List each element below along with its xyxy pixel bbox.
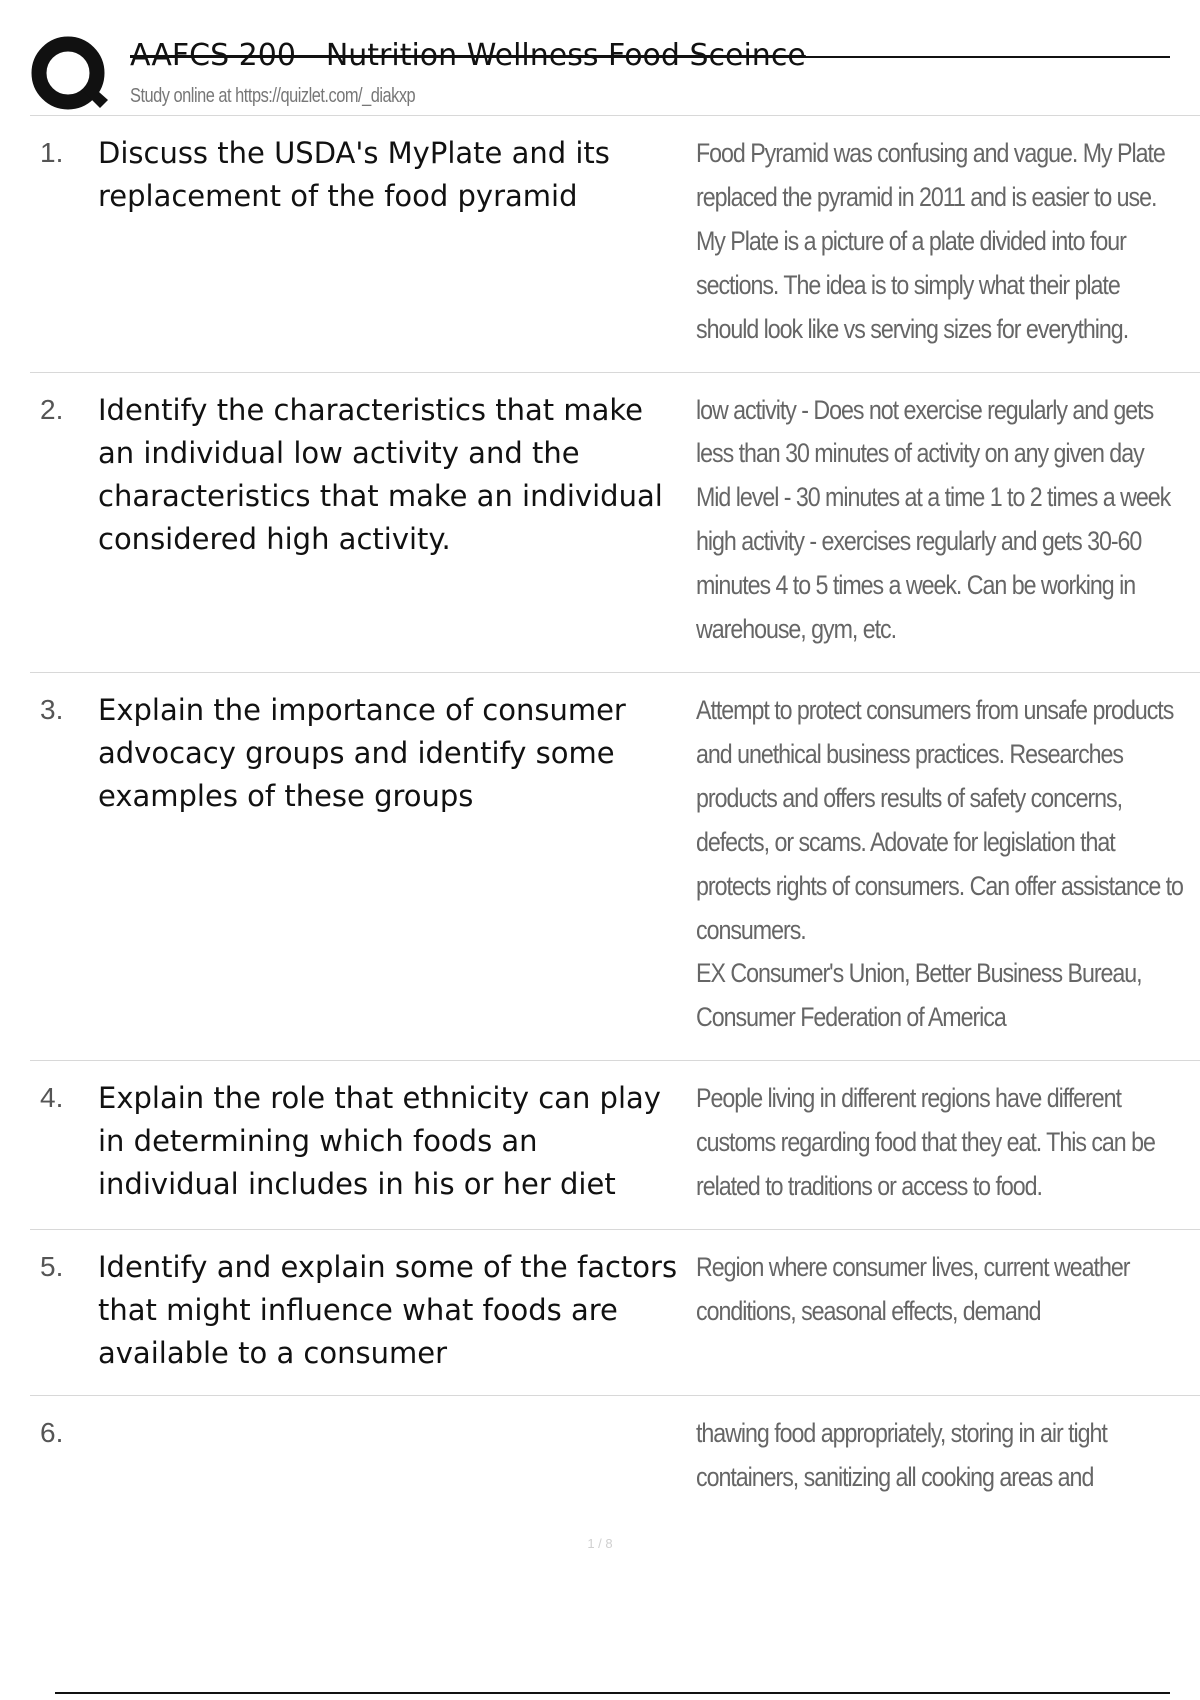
card-term: Identify the characteristics that make an individual low activity and the characteristics that make an individual considered high activity. xyxy=(98,392,663,556)
card-term: Identify and explain some of the factors that might influence what foods are available to a consumer xyxy=(98,1249,678,1370)
page-header xyxy=(30,30,1170,115)
flashcard-list xyxy=(30,115,1200,1520)
card-definition xyxy=(696,689,1186,1040)
set-title: AAFCS 200 - Nutrition Wellness Food Sceince xyxy=(130,38,806,73)
footer-rule xyxy=(55,1692,1170,1694)
flashcard-row xyxy=(30,1396,1200,1520)
card-number: 2. xyxy=(40,393,64,425)
card-term xyxy=(98,1412,696,1500)
card-definition xyxy=(696,1412,1186,1500)
page-number: 1 / 8 xyxy=(587,1536,613,1551)
card-definition-text: thawing food appropriately, storing in air tight containers, sanitizing all cooking areas and xyxy=(696,1417,1107,1492)
study-online-link[interactable]: Study online at https://quizlet.com/_diakxp xyxy=(130,85,416,107)
card-definition xyxy=(696,132,1186,352)
card-definition xyxy=(696,1077,1186,1209)
card-term: Explain the role that ethnicity can play in determining which foods an individual includes in his or her diet xyxy=(98,1081,661,1202)
card-number: 4. xyxy=(40,1082,64,1114)
card-number: 6. xyxy=(40,1416,64,1448)
card-definition-text: Attempt to protect consumers from unsafe products and unethical business practices. Researches products and offers results of safety concerns, defects, or scams. Adovate for legislation that protects rights of consumers. Can offer assistance to consumers. EX Consumer's Union, Better Business Bureau, Consumer Federation of America xyxy=(696,694,1183,1033)
card-number: 3. xyxy=(40,693,64,725)
flashcard-row xyxy=(30,373,1200,673)
card-term: Discuss the USDA's MyPlate and its replacement of the food pyramid xyxy=(98,136,610,213)
card-definition xyxy=(696,389,1186,652)
card-definition xyxy=(696,1246,1186,1375)
quizlet-logo-icon xyxy=(30,34,112,116)
card-number: 1. xyxy=(40,137,64,168)
flashcard-row xyxy=(30,1230,1200,1396)
card-definition-text: Region where consumer lives, current weather conditions, seasonal effects, demand xyxy=(696,1251,1130,1326)
card-definition-text: low activity - Does not exercise regularly and gets less than 30 minutes of activity on any given day Mid level - 30 minutes at a time 1 to 2 times a week high activity - exercises regularly and gets 30-60 minutes 4 to 5 times a week. Can be working in warehouse, gym, etc. xyxy=(696,394,1171,645)
card-term: Explain the importance of consumer advocacy groups and identify some examples of these groups xyxy=(98,692,626,813)
flashcard-row xyxy=(30,116,1200,373)
flashcard-row xyxy=(30,673,1200,1061)
card-definition-text: Food Pyramid was confusing and vague. My Plate replaced the pyramid in 2011 and is easier to use. My Plate is a picture of a plate divided into four sections. The idea is to simply what their plate should look like vs serving sizes for everything. xyxy=(696,138,1165,344)
flashcard-row xyxy=(30,1061,1200,1230)
card-definition-text: People living in different regions have different customs regarding food that they eat. This can be related to traditions or access to food. xyxy=(696,1083,1155,1202)
card-number: 5. xyxy=(40,1250,64,1282)
